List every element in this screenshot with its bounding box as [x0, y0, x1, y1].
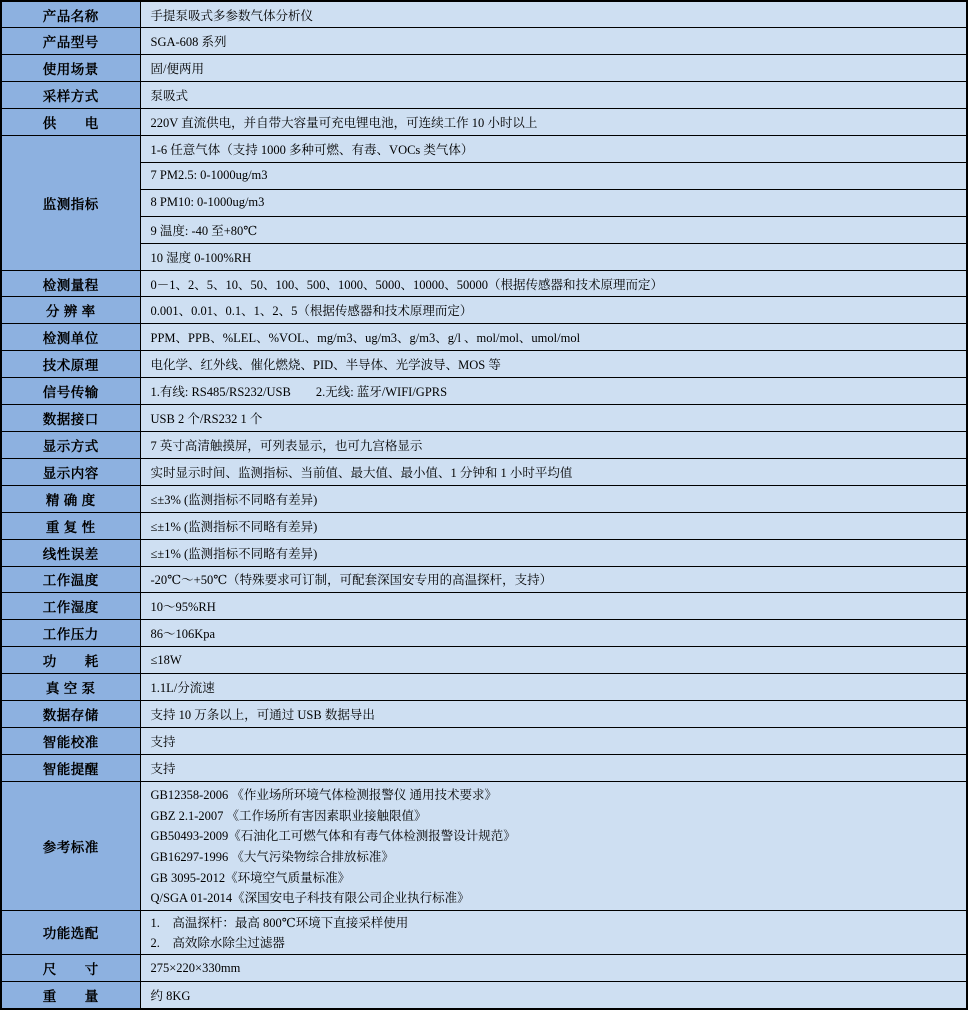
row-value-monitor-indicator-4: 9 温度: -40 至+80℃	[140, 216, 967, 243]
row-value-monitor-indicator-3: 8 PM10: 0-1000ug/m3	[140, 189, 967, 216]
row-value-tech-principle: 电化学、红外线、催化燃烧、PID、半导体、光学波导、MOS 等	[140, 351, 967, 378]
row-label-smart-reminder: 智能提醒	[1, 754, 140, 781]
row-value-repeatability: ≤±1% (监测指标不同略有差异)	[140, 512, 967, 539]
table-row	[1, 512, 967, 539]
table-row	[1, 82, 967, 109]
row-label-tech-principle: 技术原理	[1, 351, 140, 378]
row-label-detect-range: 检测量程	[1, 270, 140, 297]
row-label-repeatability: 重 复 性	[1, 512, 140, 539]
row-label-resolution: 分 辨 率	[1, 297, 140, 324]
row-value-accuracy: ≤±3% (监测指标不同略有差异)	[140, 485, 967, 512]
row-label-vacuum-pump: 真 空 泵	[1, 674, 140, 701]
row-label-dimensions: 尺 寸	[1, 955, 140, 982]
table-row	[1, 727, 967, 754]
table-row	[1, 593, 967, 620]
reference-standard-line: GB50493-2009《石油化工可燃气体和有毒气体检测报警设计规范》	[150, 829, 516, 844]
row-value-detect-range: 0－1、2、5、10、50、100、500、1000、5000、10000、50000（根据传感器和技术原理而定）	[140, 270, 967, 297]
row-value-linearity-error: ≤±1% (监测指标不同略有差异)	[140, 539, 967, 566]
row-label-display-content: 显示内容	[1, 458, 140, 485]
table-row	[1, 189, 967, 216]
table-row	[1, 955, 967, 982]
row-value-smart-reminder: 支持	[140, 754, 967, 781]
row-label-detect-unit: 检测单位	[1, 324, 140, 351]
table-row	[1, 216, 967, 243]
table-row	[1, 432, 967, 459]
table-row	[1, 674, 967, 701]
row-value-work-temperature: -20℃～+50℃（特殊要求可订制，可配套深国安专用的高温探杆，支持）	[140, 566, 967, 593]
table-row	[1, 754, 967, 781]
row-label-work-pressure: 工作压力	[1, 620, 140, 647]
table-row	[1, 781, 967, 910]
table-row	[1, 324, 967, 351]
row-value-monitor-indicator-2: 7 PM2.5: 0-1000ug/m3	[140, 162, 967, 189]
row-label-work-temperature: 工作温度	[1, 566, 140, 593]
row-label-monitor-indicators: 监测指标	[1, 136, 140, 271]
table-row	[1, 620, 967, 647]
row-value-signal-transmission: 1.有线: RS485/RS232/USB 2.无线: 蓝牙/WIFI/GPRS	[140, 378, 967, 405]
row-label-data-interface: 数据接口	[1, 405, 140, 432]
table-row	[1, 351, 967, 378]
row-label-work-humidity: 工作湿度	[1, 593, 140, 620]
row-label-data-storage: 数据存储	[1, 701, 140, 728]
row-label-product-name: 产品名称	[1, 1, 140, 28]
reference-standard-line: GB12358-2006 《作业场所环境气体检测报警仪 通用技术要求》	[150, 788, 498, 803]
table-row	[1, 566, 967, 593]
table-row	[1, 1, 967, 28]
row-value-display-mode: 7 英寸高清触摸屏，可列表显示，也可九宫格显示	[140, 432, 967, 459]
table-row	[1, 378, 967, 405]
row-value-smart-calibration: 支持	[140, 727, 967, 754]
row-label-power-consumption: 功 耗	[1, 647, 140, 674]
row-value-work-humidity: 10～95%RH	[140, 593, 967, 620]
row-value-monitor-indicator-1: 1-6 任意气体（支持 1000 多种可燃、有毒、VOCs 类气体）	[140, 136, 967, 163]
reference-standard-line: GB 3095-2012《环境空气质量标准》	[150, 870, 351, 885]
row-value-usage-scene: 固/便两用	[140, 55, 967, 82]
table-row	[1, 162, 967, 189]
row-value-dimensions: 275×220×330mm	[140, 955, 967, 982]
row-label-power: 供 电	[1, 109, 140, 136]
table-row	[1, 109, 967, 136]
row-value-power: 220V 直流供电，并自带大容量可充电锂电池，可连续工作 10 小时以上	[140, 109, 967, 136]
row-label-display-mode: 显示方式	[1, 432, 140, 459]
table-row	[1, 647, 967, 674]
table-row	[1, 910, 967, 955]
row-label-linearity-error: 线性误差	[1, 539, 140, 566]
row-label-usage-scene: 使用场景	[1, 55, 140, 82]
table-row	[1, 55, 967, 82]
row-value-reference-standards	[140, 781, 967, 910]
table-row	[1, 28, 967, 55]
row-label-signal-transmission: 信号传输	[1, 378, 140, 405]
table-row	[1, 485, 967, 512]
optional-feature-line: 1. 高温探杆：最高 800℃环境下直接采样使用	[150, 916, 409, 931]
row-label-reference-standards: 参考标准	[1, 781, 140, 910]
reference-standard-line: GBZ 2.1-2007 《工作场所有害因素职业接触限值》	[150, 808, 427, 823]
row-label-weight: 重 量	[1, 982, 140, 1009]
row-value-display-content: 实时显示时间、监测指标、当前值、最大值、最小值、1 分钟和 1 小时平均值	[140, 458, 967, 485]
row-value-vacuum-pump: 1.1L/分流速	[140, 674, 967, 701]
row-value-data-storage: 支持 10 万条以上，可通过 USB 数据导出	[140, 701, 967, 728]
row-value-detect-unit: PPM、PPB、%LEL、%VOL、mg/m3、ug/m3、g/m3、g/l 、mol/mol、umol/mol	[140, 324, 967, 351]
reference-standard-line: GB16297-1996 《大气污染物综合排放标准》	[150, 850, 394, 865]
row-value-power-consumption: ≤18W	[140, 647, 967, 674]
table-row	[1, 405, 967, 432]
row-value-product-name: 手提泵吸式多参数气体分析仪	[140, 1, 967, 28]
row-value-resolution: 0.001、0.01、0.1、1、2、5（根据传感器和技术原理而定）	[140, 297, 967, 324]
row-value-weight: 约 8KG	[140, 982, 967, 1009]
table-row	[1, 270, 967, 297]
row-value-monitor-indicator-5: 10 湿度 0-100%RH	[140, 243, 967, 270]
table-row	[1, 297, 967, 324]
row-label-optional-features: 功能选配	[1, 910, 140, 955]
reference-standard-line: Q/SGA 01-2014《深国安电子科技有限公司企业执行标准》	[150, 891, 470, 906]
table-row	[1, 982, 967, 1009]
row-value-sampling: 泵吸式	[140, 82, 967, 109]
table-row	[1, 539, 967, 566]
optional-feature-line: 2. 高效除水除尘过滤器	[150, 936, 285, 951]
row-label-accuracy: 精 确 度	[1, 485, 140, 512]
table-row	[1, 701, 967, 728]
row-value-work-pressure: 86～106Kpa	[140, 620, 967, 647]
row-value-optional-features	[140, 910, 967, 955]
row-value-model: SGA-608 系列	[140, 28, 967, 55]
table-row	[1, 458, 967, 485]
table-row	[1, 243, 967, 270]
table-row	[1, 136, 967, 163]
row-value-data-interface: USB 2 个/RS232 1 个	[140, 405, 967, 432]
row-label-model: 产品型号	[1, 28, 140, 55]
row-label-sampling: 采样方式	[1, 82, 140, 109]
row-label-smart-calibration: 智能校准	[1, 727, 140, 754]
